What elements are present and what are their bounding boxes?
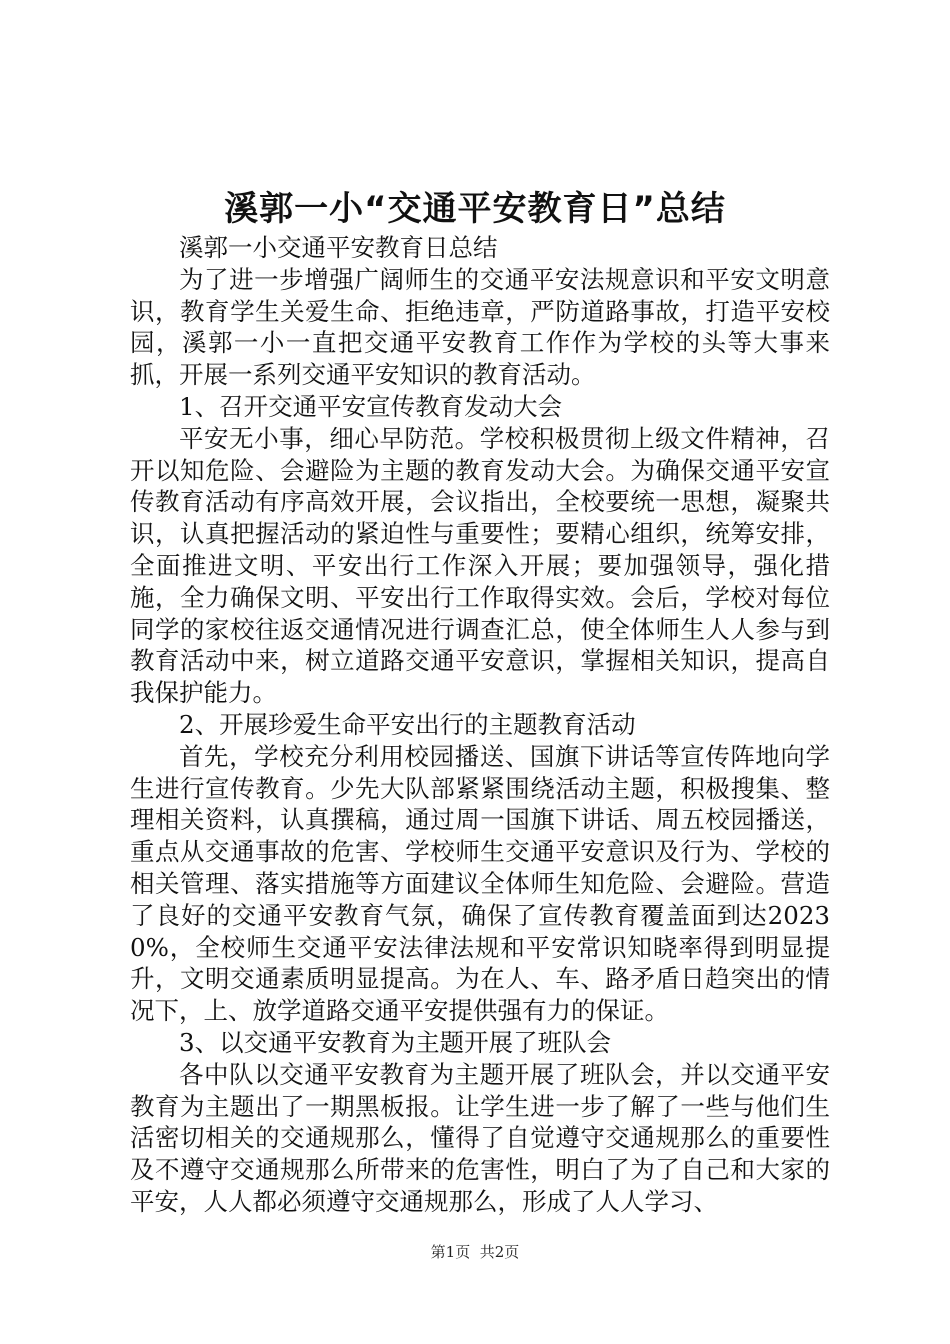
page-total: 共2页: [479, 1243, 520, 1261]
page-number: 第1页: [430, 1243, 471, 1261]
section-heading-3: 3、以交通平安教育为主题开展了班队会: [179, 1027, 612, 1057]
document-title: 溪郭一小“交通平安教育日”总结: [224, 189, 726, 229]
footer-spacer: [470, 1243, 480, 1261]
section-heading-2: 2、开展珍爱生命平安出行的主题教育活动: [179, 709, 636, 739]
intro-paragraph: 为了进一步增强广阔师生的交通平安法规意识和平安文明意识，教育学生关爱生命、拒绝违章，严防道路事故，打造平安校园，溪郭一小一直把交通平安教育工作作为学校的头等大事来抓，开展一系列交通平安知识的教育活动。: [130, 264, 830, 390]
section-2-paragraph: 首先，学校充分利用校园播送、国旗下讲话等宣传阵地向学生进行宣传教育。少先大队部紧紧围绕活动主题，积极搜集、整理相关资料，认真撰稿，通过周一国旗下讲话、周五校园播送，重点从交通事故的危害、学校师生交通平安意识及行为、学校的相关管理、落实措施等方面建议全体师生知危险、会避险。营造了良好的交通平安教育气氛，确保了宣传教育覆盖面到达20230%，全校师生交通平安法律法规和平安常识知晓率得到明显提升，文明交通素质明显提高。为在人、车、路矛盾日趋突出的情况下，上、放学道路交通平安提供强有力的保证。: [130, 741, 830, 1026]
document-subtitle: 溪郭一小交通平安教育日总结: [179, 233, 498, 262]
section-1-paragraph: 平安无小事，细心早防范。学校积极贯彻上级文件精神，召开以知危险、会避险为主题的教育发动大会。为确保交通平安宣传教育活动有序高效开展，会议指出，全校要统一思想，凝聚共识，认真把握活动的紧迫性与重要性；要精心组织，统筹安排，全面推进文明、平安出行工作深入开展；要加强领导，强化措施，全力确保文明、平安出行工作取得实效。会后，学校对每位同学的家校往返交通情况进行调查汇总，使全体师生人人参与到教育活动中来，树立道路交通平安意识，掌握相关知识，提高自我保护能力。: [130, 423, 830, 708]
section-3-paragraph: 各中队以交通平安教育为主题开展了班队会，并以交通平安教育为主题出了一期黑板报。让学生进一步了解了一些与他们生活密切相关的交通规那么，懂得了自觉遵守交通规那么的重要性及不遵守交通规那么所带来的危害性，明白了为了自己和大家的平安，人人都必须遵守交通规那么，形成了人人学习、: [130, 1059, 830, 1216]
document-body: [130, 232, 830, 1218]
page-footer: [0, 1240, 950, 1264]
section-heading-1: 1、召开交通平安宣传教育发动大会: [179, 391, 563, 421]
